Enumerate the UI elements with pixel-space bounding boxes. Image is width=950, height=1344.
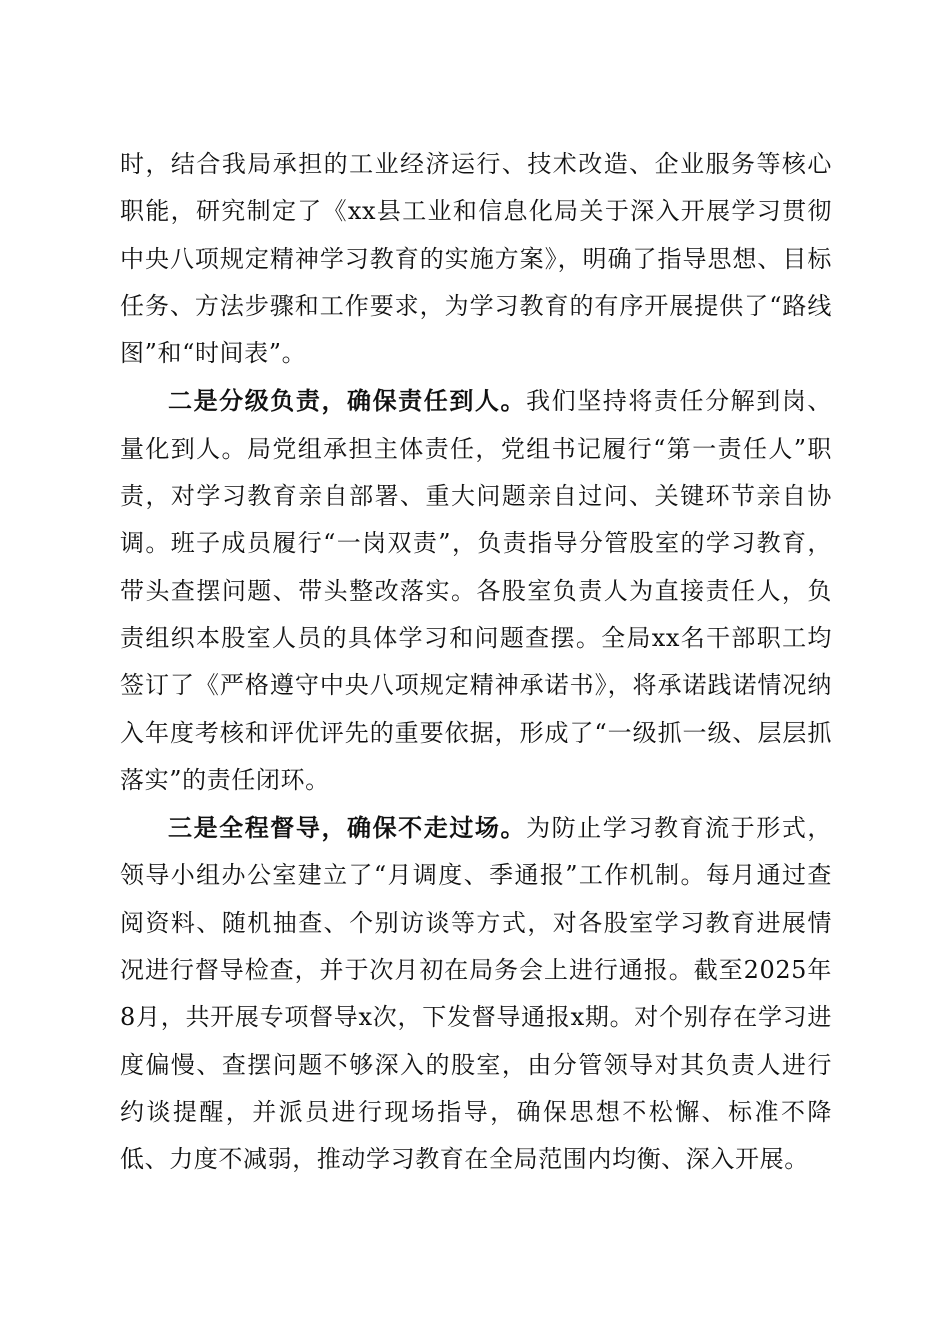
paragraph-text: 时，结合我局承担的工业经济运行、技术改造、企业服务等核心职能，研究制定了《xx县工业和信息化局关于深入开展学习贯彻中央八项规定精神学习教育的实施方案》，明确了指导思想、目标任务、方法步骤和工作要求，为学习教育的有序开展提供了“路线图”和“时间表”。: [120, 150, 832, 368]
paragraph-continuation: [120, 141, 832, 377]
paragraph-supervision: [120, 804, 832, 1183]
paragraph-lead-heading: 三是全程督导，确保不走过场。: [168, 813, 527, 843]
paragraph-lead-heading: 二是分级负责，确保责任到人。: [168, 386, 527, 416]
paragraph-text: 我们坚持将责任分解到岗、量化到人。局党组承担主体责任，党组书记履行“第一责任人”职责，对学习教育亲自部署、重大问题亲自过问、关键环节亲自协调。班子成员履行“一岗双责”，负责指导分管股室的学习教育，带头查摆问题、带头整改落实。各股室负责人为直接责任人，负责组织本股室人员的具体学习和问题查摆。全局xx名干部职工均签订了《严格遵守中央八项规定精神承诺书》，将承诺践诺情况纳入年度考核和评优评先的重要依据，形成了“一级抓一级、层层抓落实”的责任闭环。: [120, 387, 832, 794]
document-body: [120, 141, 832, 1184]
paragraph-responsibility: [120, 377, 832, 804]
paragraph-text: 为防止学习教育流于形式，领导小组办公室建立了“月调度、季通报”工作机制。每月通过查阅资料、随机抽查、个别访谈等方式，对各股室学习教育进展情况进行督导检查，并于次月初在局务会上进行通报。截至2025年8月，共开展专项督导x次，下发督导通报x期。对个别存在学习进度偏慢、查摆问题不够深入的股室，由分管领导对其负责人进行约谈提醒，并派员进行现场指导，确保思想不松懈、标准不降低、力度不减弱，推动学习教育在全局范围内均衡、深入开展。: [120, 814, 832, 1174]
